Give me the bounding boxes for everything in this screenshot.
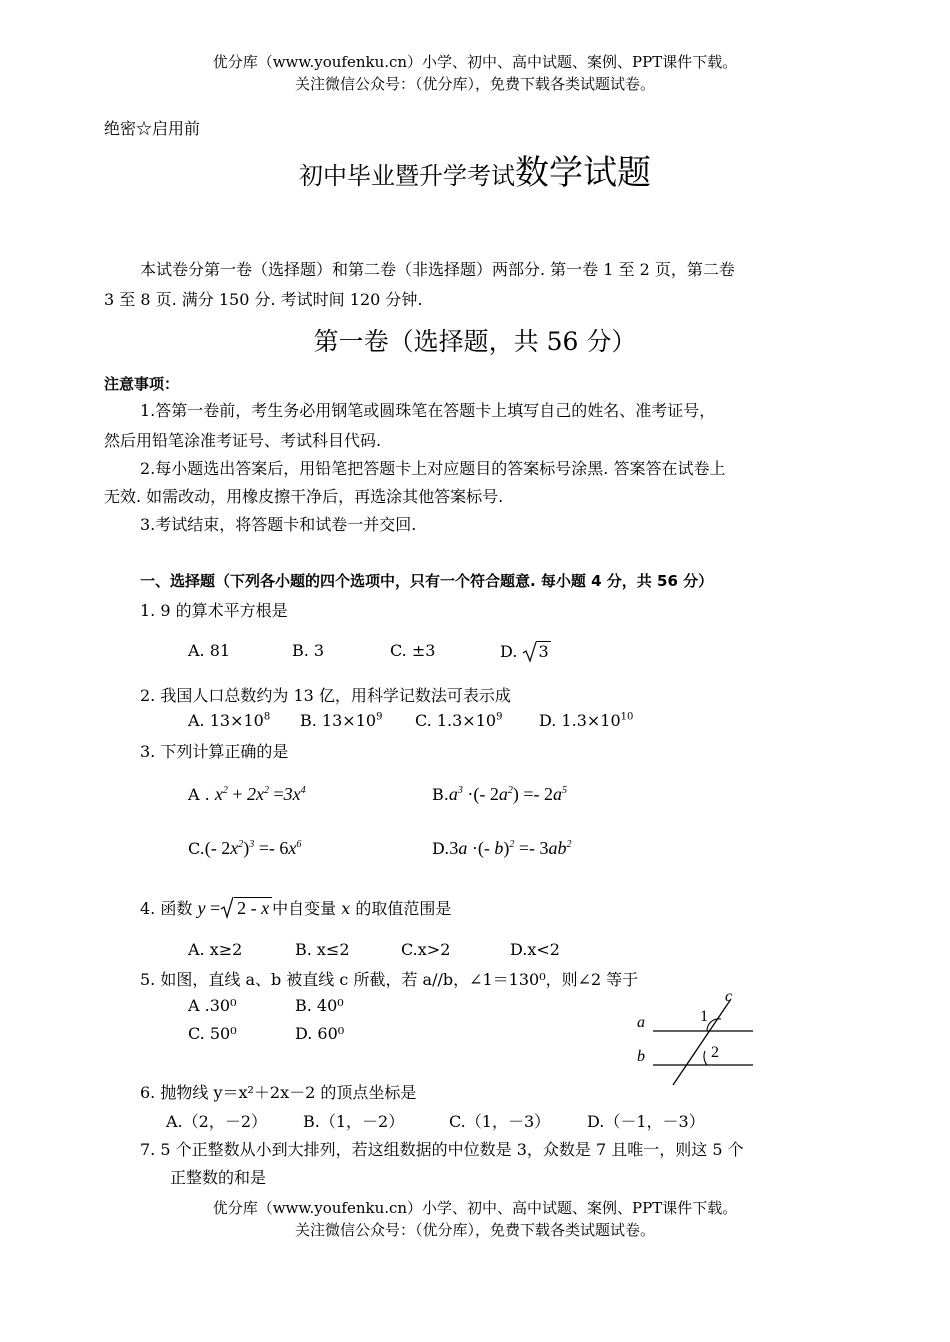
- notice-item2-line1: 2.每小题选出答案后，用铅笔把答题卡上对应题目的答案标号涂黑. 答案答在试卷上: [140, 459, 726, 478]
- q3-c-label: C.: [188, 839, 205, 858]
- q6-option-d: D.（－1，－3）: [587, 1112, 705, 1131]
- intro-line-1: 本试卷分第一卷（选择题）和第二卷（非选择题）两部分. 第一卷 1 至 2 页，第二卷: [140, 260, 735, 279]
- q4-stem: [140, 896, 451, 920]
- q2-a-exp: 8: [263, 711, 271, 723]
- q4-stem-var: x: [341, 899, 351, 918]
- q2-c-exp: 9: [496, 711, 503, 723]
- q2-c-base: C. 1.3×10: [415, 711, 497, 730]
- footer-line-2: 关注微信公众号：（优分库），免费下载各类试题试卷。: [294, 1221, 655, 1239]
- q3-b-label: B.: [432, 785, 449, 804]
- notice-item1-line2: 然后用铅笔涂准考证号、考试科目代码.: [104, 431, 382, 450]
- label-c: c: [725, 988, 733, 1005]
- q1-option-d-label: D.: [500, 642, 518, 661]
- label-a: a: [637, 1014, 645, 1031]
- q3-a-formula: $x^2 + 2x^2 =3x^4$: [214, 784, 306, 804]
- q4-radicand: 2 - x: [234, 897, 272, 918]
- q5-stem: 5. 如图，直线 a、b 被直线 c 所截，若 a//b，∠1＝130⁰，则∠2 等于: [140, 970, 639, 989]
- q7-line-2: 正整数的和是: [170, 1168, 267, 1187]
- notice-heading: 注意事项：: [104, 375, 180, 393]
- q4-stem-prefix: 4. 函数: [140, 899, 193, 918]
- title-big: 数学试题: [515, 153, 651, 193]
- q2-option-c: [415, 711, 502, 730]
- q3-option-c: [188, 838, 301, 859]
- q5-option-b: B. 40⁰: [295, 996, 344, 1015]
- q4-formula: y =: [197, 898, 221, 918]
- q3-option-a: [188, 784, 306, 805]
- section1-heading: 一、选择题（下列各小题的四个选项中，只有一个符合题意. 每小题 4 分，共 56 分）: [140, 572, 714, 590]
- header-line-1: 优分库（www.youfenku.cn）小学、初中、高中试题、案例、PPT课件下载。: [212, 53, 738, 71]
- volume-title: 第一卷（选择题，共 56 分）: [313, 327, 637, 356]
- q2-option-b: [300, 711, 382, 730]
- q2-option-d: [539, 711, 633, 730]
- q2-d-exp: 10: [620, 711, 634, 723]
- notice-item3: 3.考试结束，将答题卡和试卷一并交回.: [140, 515, 417, 534]
- sqrt-icon: [220, 896, 234, 920]
- q3-a-label: A .: [188, 785, 210, 804]
- page-title: [0, 145, 950, 194]
- q6-option-b: B.（1，－2）: [303, 1112, 405, 1131]
- label-2: 2: [711, 1044, 719, 1061]
- sqrt-icon: [522, 640, 538, 664]
- q2-b-exp: 9: [376, 711, 383, 723]
- q1-option-b: B. 3: [292, 641, 325, 660]
- q3-c-formula: (- $2x^2)^3 =- 6x^6$: [204, 838, 302, 858]
- q3-stem: 3. 下列计算正确的是: [140, 742, 289, 761]
- q4-option-d: D.x<2: [510, 940, 560, 959]
- q5-option-c: C. 50⁰: [188, 1024, 237, 1043]
- q5-option-a: A .30⁰: [188, 996, 237, 1015]
- q3-option-b: [432, 784, 567, 805]
- q5-option-d: D. 60⁰: [295, 1024, 345, 1043]
- q4-stem-mid: 中自变量: [272, 899, 337, 918]
- q1-option-a: A. 81: [188, 641, 231, 660]
- q2-option-a: [188, 711, 270, 730]
- secret-mark: 绝密☆启用前: [104, 119, 201, 138]
- header-line-2: 关注微信公众号：（优分库），免费下载各类试题试卷。: [294, 75, 655, 93]
- angle-2-arc: [704, 1051, 707, 1065]
- q4-option-c: C.x>2: [401, 940, 451, 959]
- sqrt-radicand: 3: [538, 642, 549, 661]
- q2-stem: 2. 我国人口总数约为 13 亿，用科学记数法可表示成: [140, 686, 511, 705]
- intro-line-2: 3 至 8 页. 满分 150 分. 考试时间 120 分钟.: [104, 290, 423, 309]
- notice-item2-line2: 无效. 如需改动，用橡皮擦干净后，再选涂其他答案标号.: [104, 487, 504, 506]
- q7-line-1: 7. 5 个正整数从小到大排列，若这组数据的中位数是 3，众数是 7 且唯一，则这 5 个: [140, 1140, 744, 1159]
- notice-item1-line1: 1.答第一卷前，考生务必用钢笔或圆珠笔在答题卡上填写自己的姓名、准考证号，: [140, 401, 716, 420]
- label-1: 1: [700, 1008, 708, 1025]
- q5-figure: [625, 985, 765, 1090]
- q3-d-formula: 3a ·(- $b)^2 =- 3ab^2$: [449, 838, 572, 858]
- q2-a-base: A. 13×10: [188, 711, 264, 730]
- q1-stem: 1. 9 的算术平方根是: [140, 601, 288, 620]
- q6-option-c: C.（1，－3）: [449, 1112, 551, 1131]
- q4-stem-suffix: 的取值范围是: [355, 899, 452, 918]
- footer-line-1: 优分库（www.youfenku.cn）小学、初中、高中试题、案例、PPT课件下载。: [212, 1199, 738, 1217]
- q1-option-c: C. ±3: [390, 641, 436, 660]
- q4-option-a: A. x≥2: [188, 940, 243, 959]
- q2-b-base: B. 13×10: [300, 711, 377, 730]
- title-small: 初中毕业暨升学考试: [299, 162, 515, 190]
- label-b: b: [637, 1048, 645, 1065]
- q6-stem: 6. 抛物线 y＝x²＋2x－2 的顶点坐标是: [140, 1083, 417, 1102]
- q3-d-label: D.: [432, 839, 450, 858]
- q3-b-formula: $a^3$ ·(- $2a^2) =- 2a^5$: [448, 784, 567, 804]
- q4-option-b: B. x≤2: [295, 940, 350, 959]
- q3-option-d: [432, 838, 571, 859]
- q2-d-base: D. 1.3×10: [539, 711, 621, 730]
- q6-option-a: A.（2，－2）: [166, 1112, 268, 1131]
